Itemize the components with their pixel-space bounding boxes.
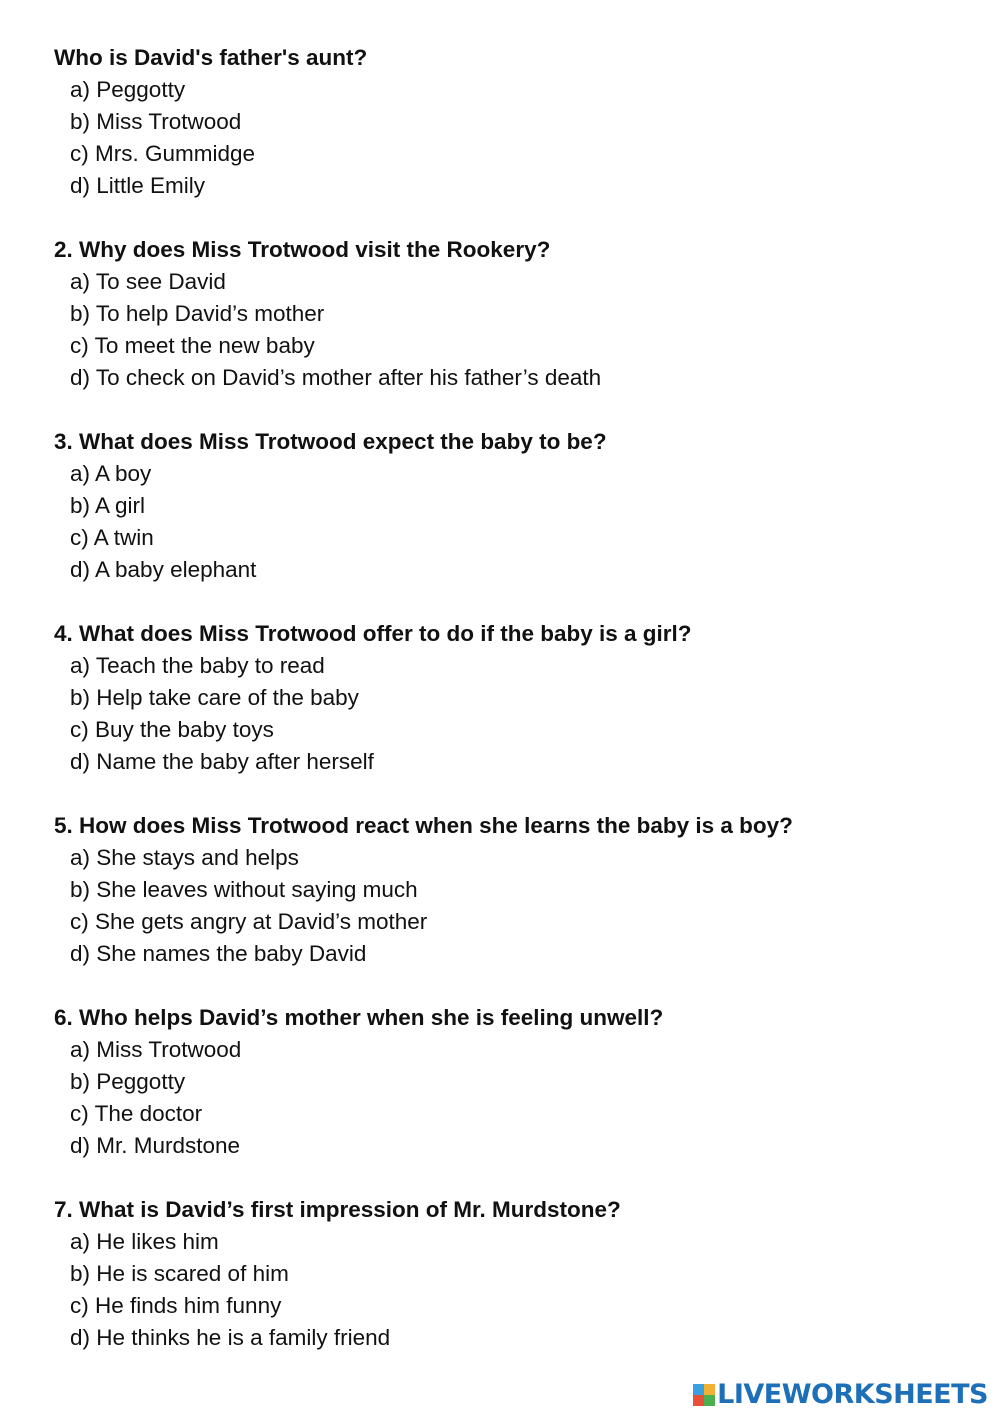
option-list — [54, 650, 974, 778]
question-6 — [54, 1002, 974, 1162]
option-c: c) Buy the baby toys — [70, 717, 274, 742]
question-text: 6. Who helps David’s mother when she is feeling unwell? — [54, 1005, 664, 1030]
option-list — [54, 1034, 974, 1162]
question-text: 7. What is David’s first impression of Mr. Murdstone? — [54, 1197, 621, 1222]
option-d: d) She names the baby David — [70, 941, 367, 966]
option-d: d) Little Emily — [70, 173, 206, 198]
option-b: b) He is scared of him — [70, 1261, 289, 1286]
option-b: b) Peggotty — [70, 1069, 186, 1094]
logo-tile — [704, 1395, 715, 1406]
option-c: c) He finds him funny — [70, 1293, 282, 1318]
option-b: b) Miss Trotwood — [70, 109, 242, 134]
question-7 — [54, 1194, 974, 1354]
question-5 — [54, 810, 974, 970]
liveworksheets-logo — [693, 1378, 988, 1412]
option-d: d) A baby elephant — [70, 557, 257, 582]
question-text: 5. How does Miss Trotwood react when she learns the baby is a boy? — [54, 813, 793, 838]
option-list — [54, 842, 974, 970]
worksheet — [54, 42, 974, 1386]
option-c: c) Mrs. Gummidge — [70, 141, 256, 166]
option-d: d) Name the baby after herself — [70, 749, 374, 774]
logo-tile — [704, 1384, 715, 1395]
question-text: 3. What does Miss Trotwood expect the baby to be? — [54, 429, 607, 454]
option-a: a) A boy — [70, 461, 152, 486]
option-list — [54, 266, 974, 394]
option-c: c) The doctor — [70, 1101, 203, 1126]
option-b: b) A girl — [70, 493, 146, 518]
logo-tile — [693, 1395, 704, 1406]
option-a: a) He likes him — [70, 1229, 219, 1254]
option-c: c) To meet the new baby — [70, 333, 315, 358]
option-a: a) She stays and helps — [70, 845, 299, 870]
option-list — [54, 458, 974, 586]
option-c: c) A twin — [70, 525, 154, 550]
option-b: b) To help David’s mother — [70, 301, 325, 326]
option-a: a) Miss Trotwood — [70, 1037, 242, 1062]
question-1 — [54, 42, 974, 202]
question-3 — [54, 426, 974, 586]
option-c: c) She gets angry at David’s mother — [70, 909, 428, 934]
option-list — [54, 1226, 974, 1354]
option-d: d) He thinks he is a family friend — [70, 1325, 391, 1350]
option-d: d) To check on David’s mother after his father’s death — [70, 365, 602, 390]
option-b: b) Help take care of the baby — [70, 685, 359, 710]
question-text: 4. What does Miss Trotwood offer to do if the baby is a girl? — [54, 621, 692, 646]
option-d: d) Mr. Murdstone — [70, 1133, 241, 1158]
question-4 — [54, 618, 974, 778]
option-b: b) She leaves without saying much — [70, 877, 418, 902]
logo-tile — [693, 1384, 704, 1395]
liveworksheets-logo-icon — [693, 1384, 715, 1406]
question-text: Who is David's father's aunt? — [54, 45, 368, 70]
question-text: 2. Why does Miss Trotwood visit the Rookery? — [54, 237, 551, 262]
option-a: a) Teach the baby to read — [70, 653, 325, 678]
option-a: a) Peggotty — [70, 77, 186, 102]
option-a: a) To see David — [70, 269, 226, 294]
logo-text: LIVEWORKSHEETS — [717, 1379, 988, 1410]
option-list — [54, 74, 974, 202]
question-2 — [54, 234, 974, 394]
